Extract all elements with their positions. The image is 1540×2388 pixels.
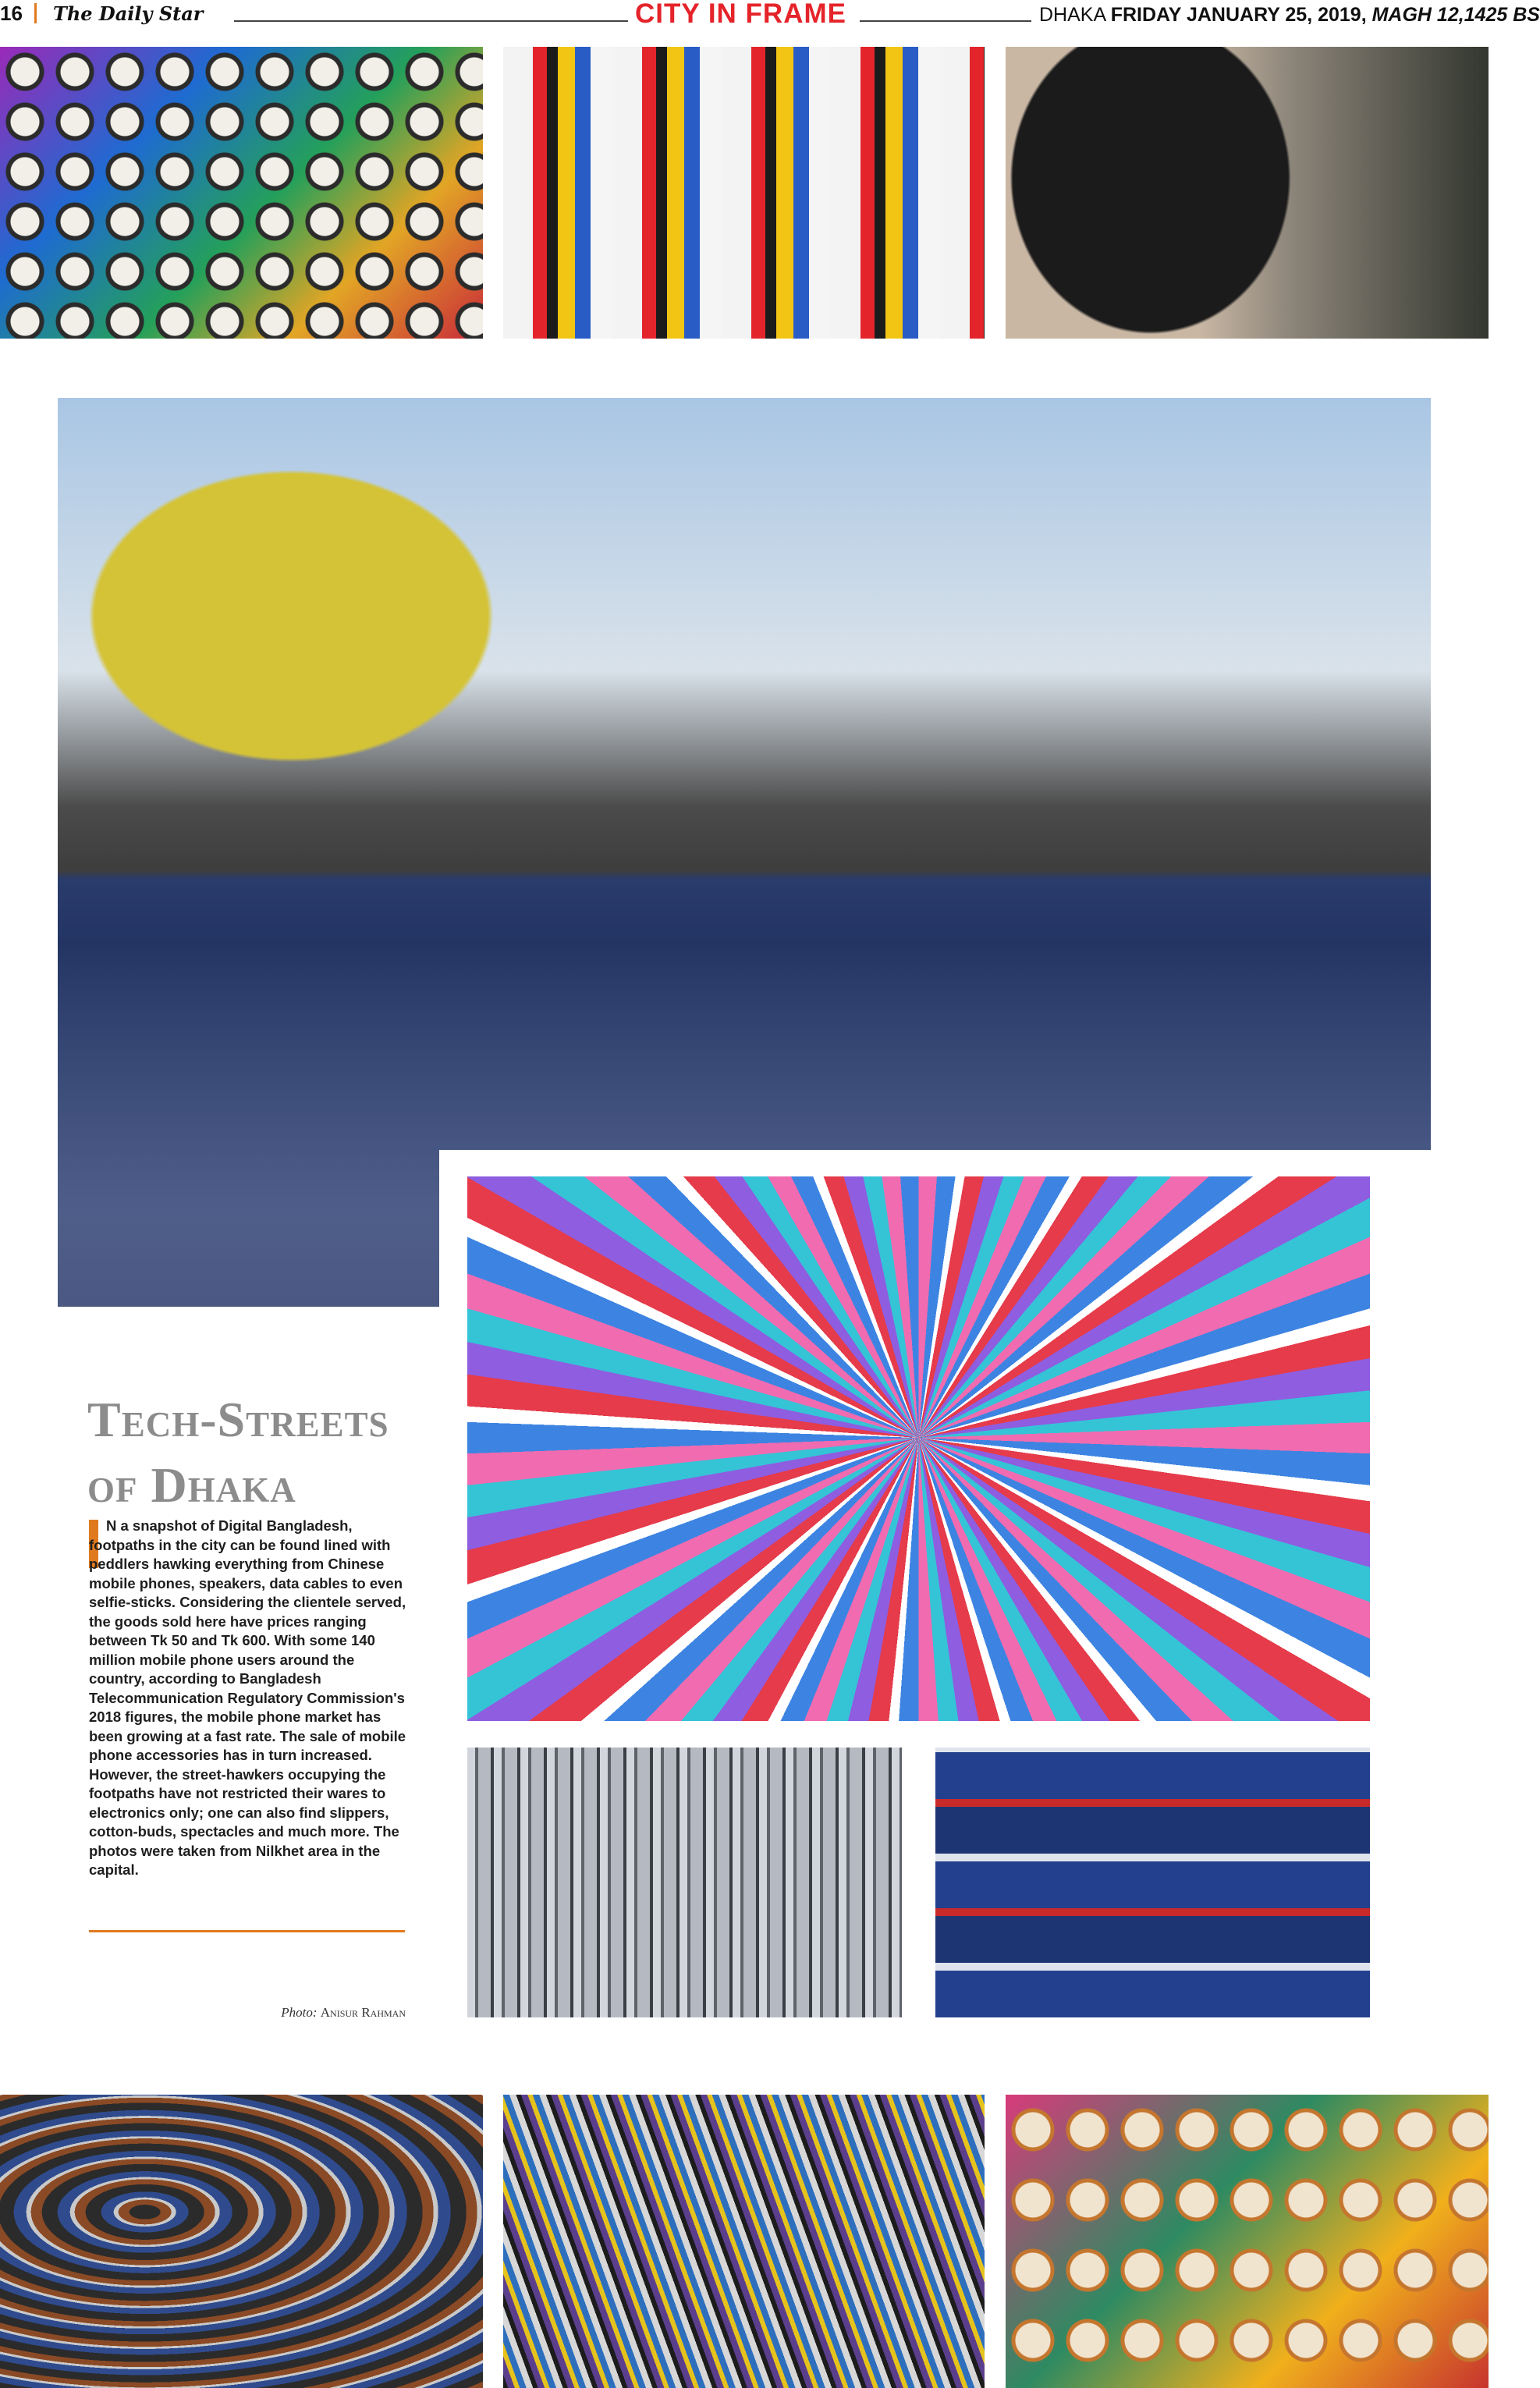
photo-spectacles	[503, 2095, 985, 2388]
credit-label: Photo:	[281, 2005, 318, 2020]
dateline-date: FRIDAY JANUARY 25, 2019,	[1110, 4, 1367, 26]
story-end-rule	[89, 1930, 405, 1932]
photo-headphone-girl	[1006, 47, 1489, 339]
photo-phone-cases	[935, 1748, 1370, 2017]
header-divider	[34, 3, 37, 23]
header-rule-left	[234, 20, 628, 22]
photo-shoes	[0, 2095, 483, 2388]
photo-cotton-buds	[1006, 2095, 1489, 2388]
story-body: N a snapshot of Digital Bangladesh, footpaths in the city can be found lined with peddlers hawking everything from Chinese mobile phones, speakers, data cables to even selfie-sticks. Considering the clientele served, the goods sold here have prices ranging between Tk 50 and Tk 600. With some 140 million mobile phone users around the country, according to Bangladesh Telecommunication Regulatory Commission's 2018 figures, the mobile phone market has been growing at a fast rate. The sale of mobile phone accessories has in turn increased. However, the street-hawkers occupying the footpaths have not restricted their wares to electronics only; one can also find slippers, cotton-buds, spectacles and much more. The photos were taken from Nilkhet area in the capital.	[89, 1517, 406, 1878]
credit-name: Anisur Rahman	[320, 2005, 406, 2020]
section-title: CITY IN FRAME	[635, 0, 846, 29]
header-rule-right	[860, 20, 1031, 22]
headline-line-1: Tech-Streets	[87, 1392, 389, 1447]
dateline-bangla-date: MAGH 12,1425 BS	[1371, 4, 1540, 26]
photo-credit	[89, 2005, 406, 2021]
story-headline	[87, 1387, 423, 1518]
headline-line-2: of Dhaka	[87, 1457, 296, 1513]
dateline	[1039, 4, 1540, 27]
photo-cables	[503, 47, 985, 339]
page-header	[0, 0, 1540, 31]
page-number: 16	[0, 2, 23, 25]
dateline-city: DHAKA	[1039, 4, 1105, 26]
masthead-logo: The Daily Star	[53, 2, 204, 25]
photo-keychains	[467, 1748, 902, 2017]
photo-flipflops	[467, 1176, 1370, 1721]
photo-clocks	[0, 47, 483, 339]
